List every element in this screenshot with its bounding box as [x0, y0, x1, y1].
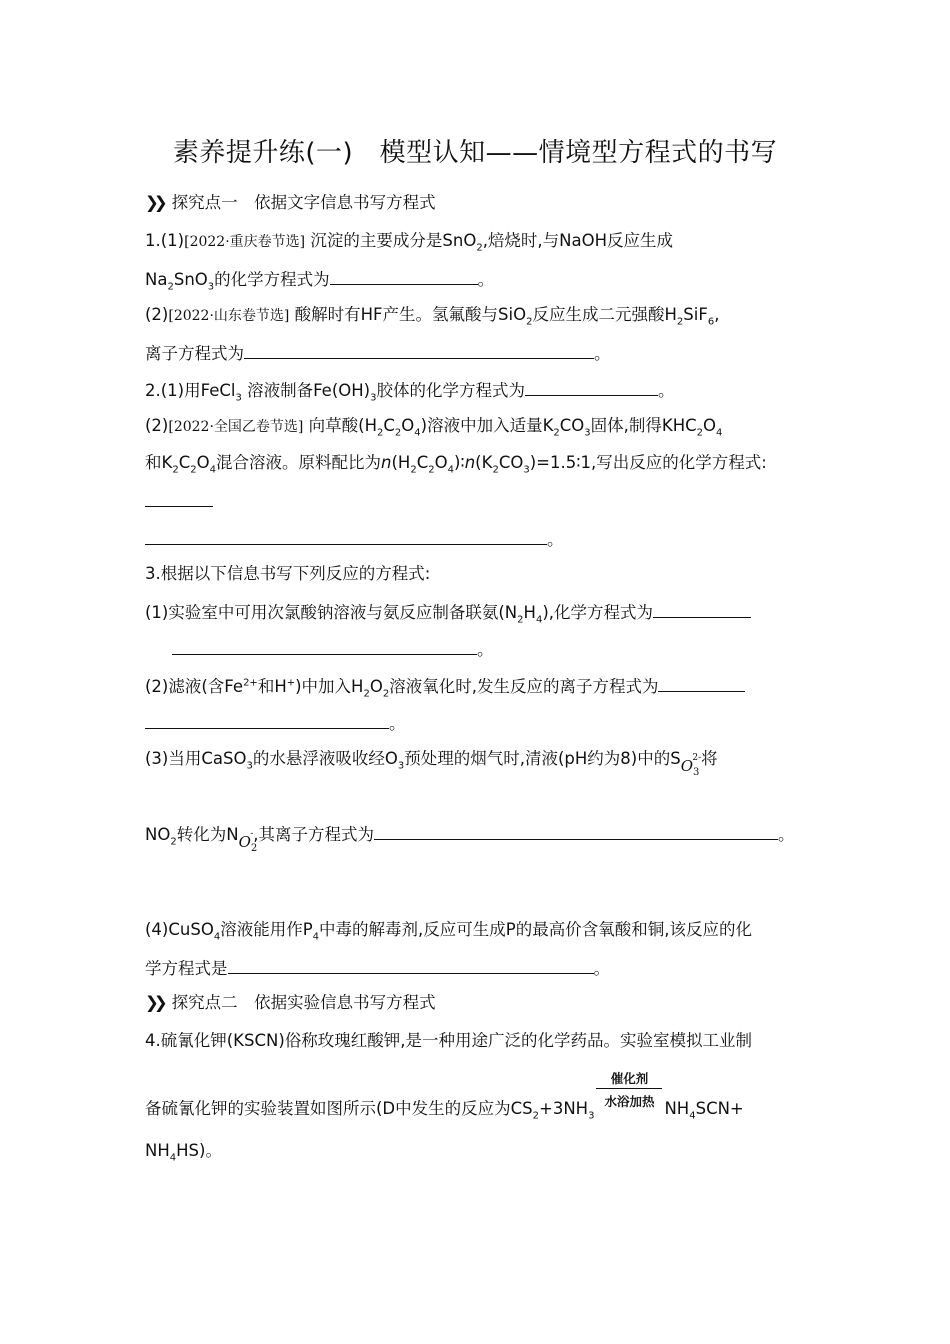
source-tag: [2022·山东卷节选] [168, 308, 290, 324]
question-2-1: 2.(1)用FeCl$_3$ 溶液制备$Fe(OH)_3$胶体的化学方程式为 。 [145, 378, 674, 402]
question-4-line2: 备硫氰化钾的实验装置如图所示(D中发生的反应为$CS_2+3NH_3$ 催化剂 水浴加热 $NH_4SCN+$ [145, 1071, 744, 1122]
page-title: 素养提升练(一) 模型认知——情境型方程式的书写 [172, 138, 778, 168]
source-tag: [2022·全国乙卷节选] [168, 419, 304, 435]
section-header-1: ❯❯ 探究点一 依据文字信息书写方程式 [145, 193, 436, 212]
nitrite-ion-formula: $O_2^-$ [238, 829, 258, 854]
answer-blank[interactable] [228, 956, 594, 974]
answer-blank[interactable] [172, 637, 477, 655]
question-3-3-line2: $NO_2$转化为$NO_2^-$,其离子方程式为 。 [145, 822, 795, 849]
question-3-1-line2: 。 [172, 637, 494, 661]
source-tag: [2022·重庆卷节选] [184, 234, 306, 250]
answer-blank[interactable] [145, 489, 213, 507]
double-chevron-icon: ❯❯ [145, 193, 163, 212]
double-chevron-icon: ❯❯ [145, 993, 163, 1012]
question-1-2-line2: 离子方程式为 。 [145, 341, 611, 365]
question-3-3: (3)当用CaSO$_3$的水悬浮液吸收经$O_3$预处理的烟气时,清液(pH约为8)中的$SO_3^{2-}$将 [145, 749, 718, 778]
question-2-2-line3 [145, 489, 213, 513]
question-3-4-line2: 学方程式是 。 [145, 956, 610, 980]
question-1-1-line2: $Na_2SnO_3$的化学方程式为 。 [145, 267, 494, 291]
question-3-intro: 3.根据以下信息书写下列反应的方程式: [145, 564, 431, 583]
answer-blank[interactable] [658, 674, 745, 692]
answer-blank[interactable] [145, 711, 389, 729]
question-3-1: (1)实验室中可用次氯酸钠溶液与氨反应制备联氨$(N_2H_4)$,化学方程式为 [145, 600, 751, 624]
answer-blank[interactable] [244, 341, 594, 359]
question-4-line3: $NH_4HS$)。 [145, 1141, 222, 1164]
answer-blank[interactable] [525, 378, 658, 396]
question-4: 4.硫氰化钾(KSCN)俗称玫瑰红酸钾,是一种用途广泛的化学药品。实验室模拟工业制 [145, 1031, 753, 1050]
question-1-1: 1.(1)[2022·重庆卷节选] 沉淀的主要成分是SnO$_2$,焙烧时,与NaOH反应生成 [145, 231, 674, 254]
section-header-2: ❯❯ 探究点二 依据实验信息书写方程式 [145, 993, 436, 1012]
question-2-2: (2)[2022·全国乙卷节选] 向草酸$(H_2C_2O_4)$溶液中加入适量$K_2CO_3$固体,制得$KHC_2O_4$ [145, 416, 723, 439]
question-3-2: (2)滤液(含$Fe^{2+}$和H+)中加入$H_2O_2$溶液氧化时,发生反应的离子方程式为 [145, 674, 745, 698]
question-1-2: (2)[2022·山东卷节选] 酸解时有HF产生。氢氟酸与SiO$_2$反应生成二元强酸$H_2SiF_6$, [145, 305, 720, 328]
question-3-2-line2: 。 [145, 711, 406, 735]
question-3-4: (4)CuSO$_4$溶液能用作$P_4$中毒的解毒剂,反应可生成P的最高价含氧酸和铜,该反应的化 [145, 920, 752, 943]
answer-blank[interactable] [653, 600, 751, 618]
answer-blank[interactable] [330, 267, 478, 285]
answer-blank[interactable] [145, 527, 547, 545]
question-2-2-line4: 。 [145, 527, 564, 551]
reaction-condition-arrow: 催化剂 水浴加热 [594, 1098, 664, 1120]
question-2-2-line2: 和$K_2C_2O_4$混合溶液。原料配比为$n(H_2C_2O_4)∶n(K_2CO_3)=1.5∶1$,写出反应的化学方程式: [145, 453, 767, 476]
answer-blank[interactable] [374, 822, 778, 840]
sulfite-ion-formula: $O_3^{2-}$ [680, 753, 702, 778]
